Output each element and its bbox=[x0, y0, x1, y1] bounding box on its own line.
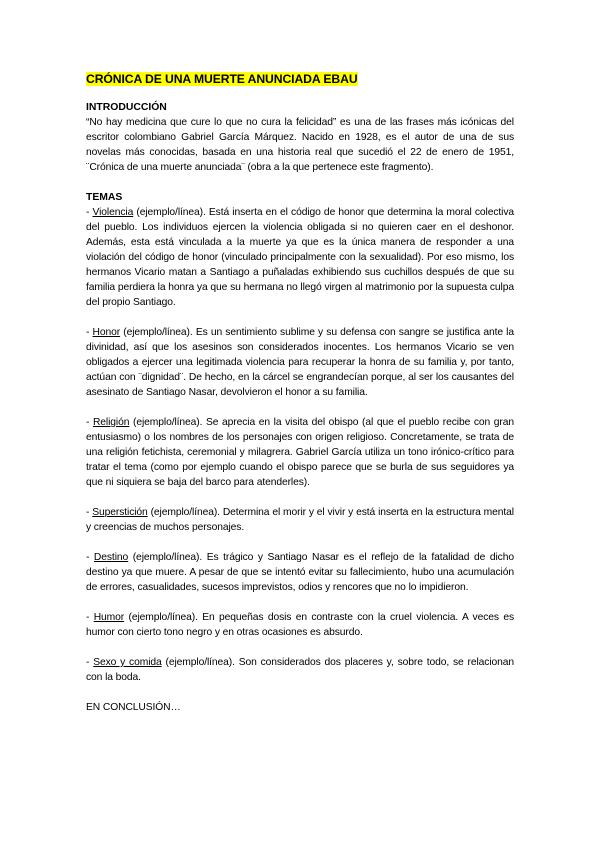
topic-prefix: - bbox=[86, 612, 94, 623]
topic-prefix: - bbox=[86, 657, 94, 668]
topic-prefix: - bbox=[86, 207, 93, 218]
temas-section bbox=[86, 190, 514, 685]
intro-paragraph: “No hay medicina que cure lo que no cura la felicidad” es una de las frases más icónicas del escritor colombiano Gabriel García Márquez. Nacido en 1928, es el autor de una de sus novelas más conocidas, basada en una historia real que sucedió el 22 de enero de 1951, ¨Crónica de una muerte anunciada¨ (obra a la que pertenece este fragmento). bbox=[86, 117, 514, 173]
topic-term: Honor bbox=[92, 327, 121, 338]
topic-text: (ejemplo/línea). Está inserta en el código de honor que determina la moral colectiva del pueblo. Los individuos ejercen la violencia obligada si no quieren caer en el deshonor. Además, esta está vinculada a la muerte ya que es la única manera de responder a una violación del código de honor (vinculado principalmente con la sexualidad). Por eso mismo, los hermanos Vicario matan a Santiago a puñaladas exhibiendo sus cuchillos después de que su familia perdiera la honra ya que su hermana no llegó virgen al matrimonio por la supuesta culpa del propio Santiago. bbox=[86, 207, 514, 308]
topic-prefix: - bbox=[86, 552, 94, 563]
topic-term: Superstición bbox=[92, 507, 148, 518]
topic-honor bbox=[86, 325, 514, 400]
topic-text: (ejemplo/línea). En pequeñas dosis en contraste con la cruel violencia. A veces es humor con cierto tono negro y en otras ocasiones es absurdo. bbox=[86, 612, 515, 638]
topic-supersticion bbox=[86, 505, 514, 535]
title-container bbox=[86, 70, 514, 86]
intro-heading: INTRODUCCIÓN bbox=[86, 102, 167, 113]
topic-destino bbox=[86, 550, 514, 595]
intro-section bbox=[86, 100, 514, 175]
topic-violencia bbox=[86, 205, 514, 310]
topic-term: Violencia bbox=[92, 207, 134, 218]
topic-text: (ejemplo/línea). Se aprecia en la visita del obispo (al que el pueblo recibe con gran entusiasmo) o los nombres de los personajes con origen religioso. Concretamente, se trata de una religión fetichista, ceremonial y milagrera. Gabriel García utiliza un tono irónico-crítico para tratar el tema (como por ejemplo cuando el obispo parece que se burla de sus seguidores ya que ni siquiera se baja del barco para atenderles). bbox=[86, 417, 514, 488]
topic-term: Sexo y comida bbox=[93, 657, 162, 668]
topic-text: (ejemplo/línea). Determina el morir y el vivir y está inserta en la estructura mental y creencias de muchos personajes. bbox=[86, 507, 514, 533]
topic-sexo-comida bbox=[86, 655, 514, 685]
conclusion-text: EN CONCLUSIÓN… bbox=[86, 702, 181, 713]
document-title: CRÓNICA DE UNA MUERTE ANUNCIADA EBAU bbox=[86, 72, 358, 86]
topic-humor bbox=[86, 610, 514, 640]
topic-term: Religión bbox=[92, 417, 130, 428]
topic-prefix: - bbox=[86, 327, 93, 338]
topic-term: Destino bbox=[93, 552, 129, 563]
topic-text: (ejemplo/línea). Es un sentimiento sublime y su defensa con sangre se justifica ante la divinidad, así que los asesinos son considerados inocentes. Los hermanos Vicario se ven obligados a ejercer una legitimada violencia para recuperar la honra de su familia y, por tanto, actúan con ¨dignidad¨. De hecho, en la cárcel se engrandecían porque, al ser los causantes del asesinato de Santiago Nasar, devolvieron el honor a su familia. bbox=[86, 327, 515, 398]
topic-text: (ejemplo/línea). Son considerados dos placeres y, sobre todo, se relacionan con la boda. bbox=[86, 657, 515, 683]
topic-religion bbox=[86, 415, 514, 490]
topic-prefix: - bbox=[86, 417, 93, 428]
temas-heading: TEMAS bbox=[86, 192, 123, 203]
topic-prefix: - bbox=[86, 507, 93, 518]
topic-term: Humor bbox=[93, 612, 125, 623]
topic-text: (ejemplo/línea). Es trágico y Santiago Nasar es el reflejo de la fatalidad de dicho destino ya que muere. A pesar de que se intentó evitar su fallecimiento, hubo una acumulación de errores, casualidades, sucesos imprevistos, odios y rencores que no lo impidieron. bbox=[86, 552, 514, 593]
